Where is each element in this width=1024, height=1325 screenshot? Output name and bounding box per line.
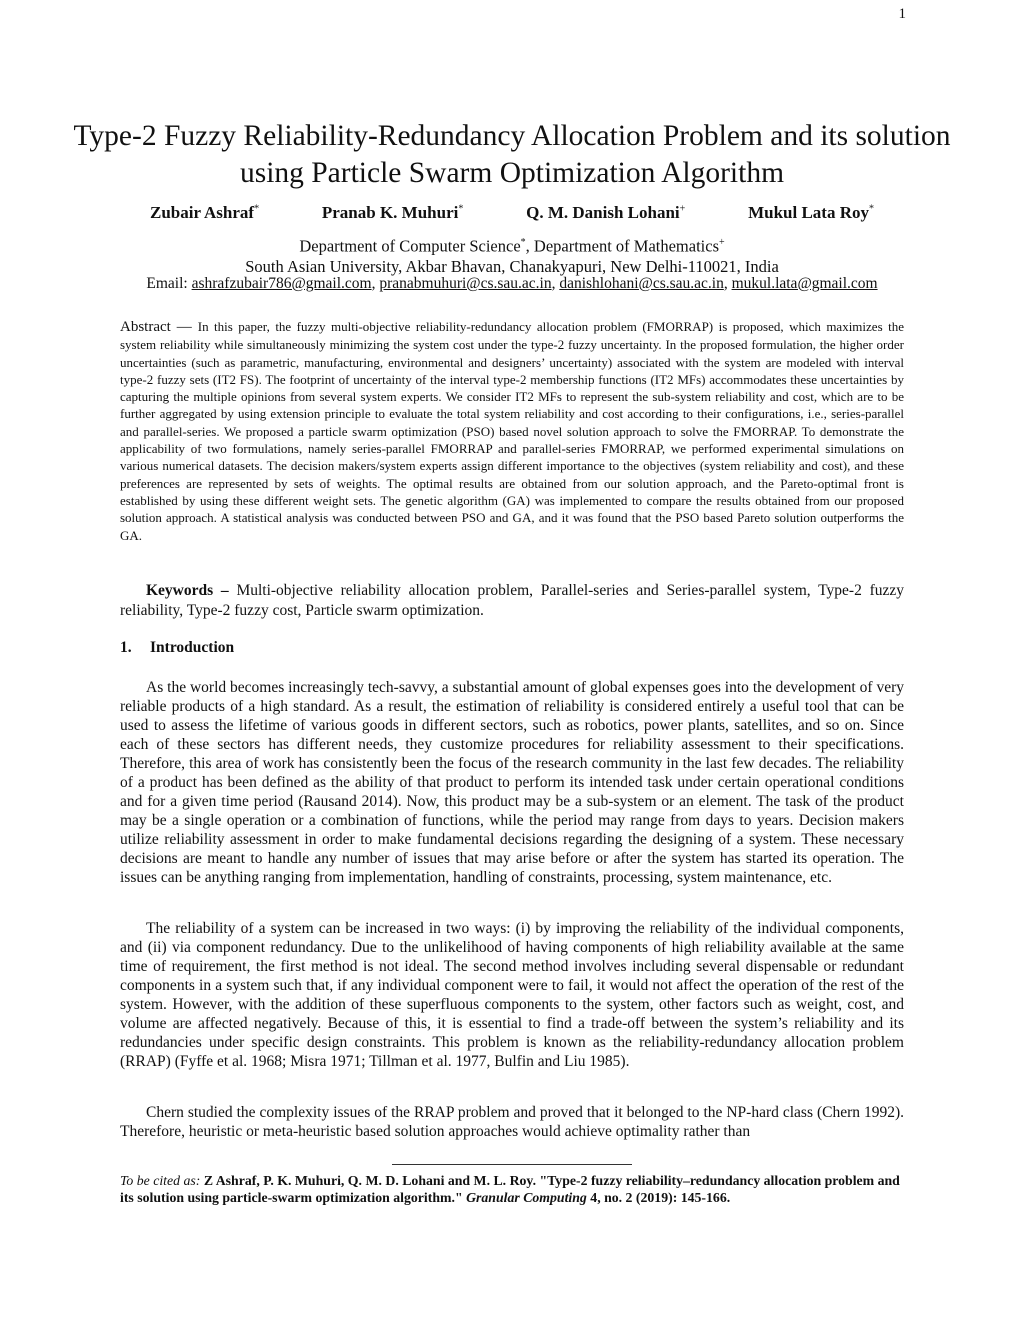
keywords-text: Multi-objective reliability allocation problem, Parallel-series and Series-parallel system, Type-2 fuzzy reliability, Type-2 fuzzy cost, Particle swarm optimization. [120,582,904,619]
section-number: 1. [120,639,132,656]
author [496,203,715,223]
body-paragraph: Chern studied the complexity issues of the RRAP problem and proved that it belonged to the NP-hard class (Chern 1992). Therefore, heuristic or meta-heuristic based solution approaches would achieve optimality rather than [120,1104,904,1140]
separator: , [525,236,534,256]
section-title: Introduction [150,639,235,656]
section-heading [120,639,234,657]
author [292,203,494,223]
author [120,203,289,223]
citation-footnote [120,1172,904,1206]
keywords [120,581,904,621]
citation-text: Z Ashraf, P. K. Muhuri, Q. M. D. Lohani and M. L. Roy. "Type-2 fuzzy reliability–redundancy allocation problem and its solution using particle-swarm optimization algorithm." [120,1173,900,1205]
affiliation [60,233,964,277]
dept-computer-science: Department of Computer Science [299,236,521,256]
abstract-text: In this paper, the fuzzy multi-objective reliability-redundancy allocation problem (FMORRAP) is proposed, which maximizes the system reliability while simultaneously minimizing the system cost under the type-2 fuzzy uncertainty. In the proposed formulation, the higher order uncertainties (such as parametric, manufacturing, environmental and designers’ uncertainty) associated with the system are modeled with interval type-2 fuzzy sets (IT2 FS). The footprint of uncertainty of the interval type-2 membership functions (IT2 MFs) accommodates these uncertainties by capturing the multiple opinions from several system experts. We consider IT2 MFs to represent the sub-system reliability and cost, which are to be further aggregated by using extension principle to evaluate the total system reliability and cost according to their configurations, i.e., series-parallel and parallel-series. We proposed a particle swarm optimization (PSO) based novel solution approach to solve the FMORRAP. To demonstrate the applicability of two formulations, namely series-parallel FMORRAP and parallel-series FMORRAP, we performed experimental simulations on various numerical datasets. The decision makers/system experts assign different importance to the objectives (system reliability and cost), and these preferences are represented by sets of weights. The optimal results are obtained from our solution approach, and the Pareto-optimal front is established by using these different weight sets. The genetic algorithm (GA) was implemented to compare the results obtained from our proposed solution approach. A statistical analysis was conducted between PSO and GA, and it was found that the PSO based Pareto solution outperforms the GA. [120,319,904,543]
email-link[interactable]: pranabmuhuri@cs.sau.ac.in [379,275,552,292]
author-name: Zubair Ashraf [150,203,255,222]
body-paragraph: The reliability of a system can be increased in two ways: (i) by improving the reliability of the individual components, and (ii) via component redundancy. Due to the unlikelihood of having components of high reliability available at the same time of requirement, the first method is not ideal. The second method involves including several dispensable or redundant components in a system such that, if any individual component were to fail, it would not affect the operation of the rest of the system. However, with the addition of these superfluous components to the system, other factors such as weight, cost, and volume are affected negatively. Because of this, it is essential to find a trade-off between the system’s reliability and its redundancies under specific design constraints. This problem is known as the reliability-redundancy allocation problem (RRAP) (Fyffe et al. 1968; Misra 1971; Tillman et al. 1977, Bulfin and Liu 1985). [120,920,904,1070]
abstract [120,318,904,544]
paper-title: Type-2 Fuzzy Reliability-Redundancy Allocation Problem and its solution using Particle Swarm Optimization Algorithm [73,120,951,189]
university-address: South Asian University, Akbar Bhavan, Chanakyapuri, New Delhi-110021, India [245,256,779,276]
affiliation-mark: * [254,203,260,215]
citation-label: To be cited as: [120,1173,204,1188]
citation-journal: Granular Computing [466,1190,587,1205]
author-name: Pranab K. Muhuri [321,203,459,222]
page-number: 1 [898,6,906,22]
body-paragraph: As the world becomes increasingly tech-savvy, a substantial amount of global expenses goes into the development of very reliable products of a high standard. As a result, the estimation of reliability is considered entirely a useful tool that can be used to assess the lifetime of various goods in different sectors, such as robotics, power plants, satellites, and so on. Since each of these sectors has different needs, they customize procedures for reliability assessment to their specifications. Therefore, this area of work has consistently been the focus of the research community in the last few decades. The reliability of a product has been defined as the ability of that product to perform its intended task under certain operational conditions and for a given time period (Rausand 2014). Now, this product may be a sub-system or an element. The task of the product may be a single operation or a combination of functions, while the period may range from days to years. Decision makers utilize reliability assessment in order to make fundamental decisions regarding the designing of a system. These necessary decisions are meant to handle any number of issues that may arise before or after the system has started its operation. The issues can be anything ranging from implementation, handling of constraints, processing, system maintenance, etc. [120,679,904,886]
affiliation-mark: + [719,237,725,248]
author [718,203,904,223]
keywords-label: Keywords – [146,582,237,599]
affiliation-mark: * [869,203,874,215]
affiliation-mark: + [679,203,686,215]
email-link[interactable]: danishlohani@cs.sau.ac.in [559,275,724,292]
email-link[interactable]: ashrafzubair786@gmail.com [191,275,372,292]
email-link[interactable]: mukul.lata@gmail.com [731,275,878,292]
author-list [120,203,904,223]
author-name: Mukul Lata Roy [748,203,869,222]
author-name: Q. M. Danish Lohani [526,203,680,222]
email-label: Email: [146,275,192,292]
affiliation-mark: * [520,237,526,248]
departments [60,233,964,257]
citation-volume: 4, no. 2 (2019): 145-166. [586,1190,731,1205]
abstract-label: Abstract — [120,319,198,335]
email-line: Email: ashrafzubair786@gmail.com, pranabmuhuri@cs.sau.ac.in, danishlohani@cs.sau.ac.in, mukul.lata@gmail.com [146,275,878,292]
footnote-divider [392,1164,632,1165]
affiliation-mark: * [458,203,464,215]
dept-mathematics: Department of Mathematics [533,236,720,256]
